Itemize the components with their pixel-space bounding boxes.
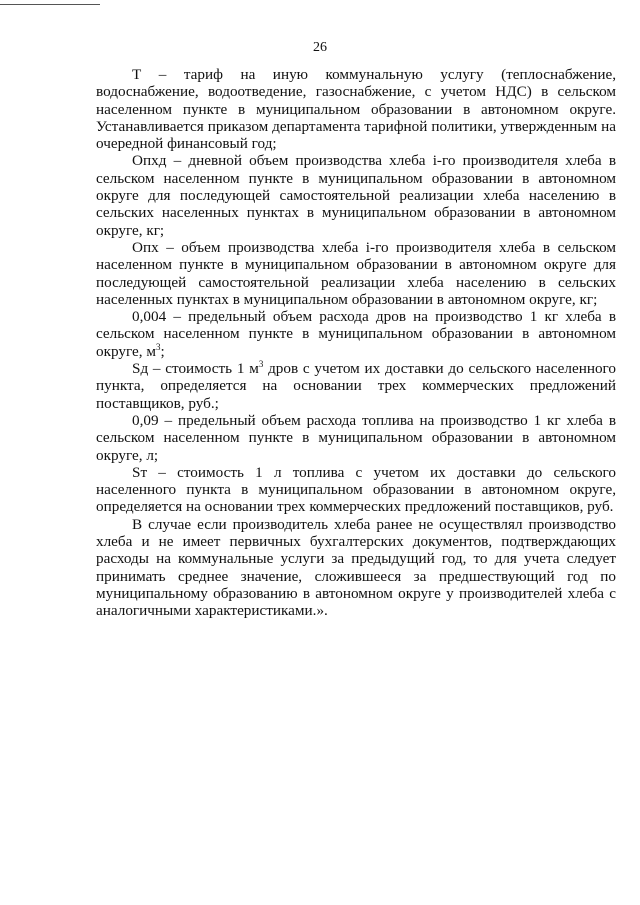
document-body: [96, 66, 616, 620]
page-number: 26: [313, 40, 327, 55]
paragraph-fuel-rate: 0,09 – предельный объем расхода топлива на производство 1 кг хлеба в сельском населенном пункте в муниципальном образовании в автономном округе, л;: [96, 411, 616, 464]
paragraph-tariff-definition: Т – тариф на иную коммунальную услугу (теплоснабжение, водоснабжение, водоотведение, газоснабжение, с учетом НДС) в сельском населенном пункте в муниципальном образовании в автономном округе. Устанавливается приказом департамента тарифной политики, утвержденным на очередной финансовый год;: [96, 66, 616, 153]
paragraph-average-value-rule: В случае если производитель хлеба ранее не осуществлял производство хлеба и не имеет первичных бухгалтерских документов, подтверждающих расходы на коммунальные услуги за предыдущий год, то для учета следует принимать среднее значение, сложившееся за предшествующий год по муниципальному образованию в автономном округе у производителей хлеба с аналогичными характеристиками.».: [96, 515, 616, 620]
paragraph-production-volume-definition: Опх – объем производства хлеба i-го производителя хлеба в сельском населенном пункте в муниципальном образовании в автономном округе для последующей самостоятельной реализации хлеба населению в сельских населенных пунктах в муниципальном образовании в автономном округе, кг;: [96, 238, 616, 308]
paragraph-firewood-cost: Sд – стоимость 1 $м^3$ дров с учетом их доставки до сельского населенного пункта, определяется на основании трех коммерческих предложений поставщиков, руб.;: [96, 358, 616, 412]
paragraph-fuel-cost: Sт – стоимость 1 л топлива с учетом их доставки до сельского населенного пункта в муниципальном образовании в автономном округе, определяется на основании трех коммерческих предложений поставщиков, руб.: [96, 463, 616, 516]
paragraph-firewood-rate: 0,004 – предельный объем расхода дров на производство 1 кг хлеба в сельском населенном пункте в муниципальном образовании в автономном округе, $м^3$;: [96, 308, 616, 360]
paragraph-daily-volume-definition: Опхд – дневной объем производства хлеба i-го производителя хлеба в сельском населенном пункте в муниципальном образовании в автономном округе для последующей самостоятельной реализации хлеба населению в сельских населенных пунктах в муниципальном образовании в автономном округе, кг;: [96, 152, 616, 239]
scan-edge-line: [0, 4, 100, 5]
